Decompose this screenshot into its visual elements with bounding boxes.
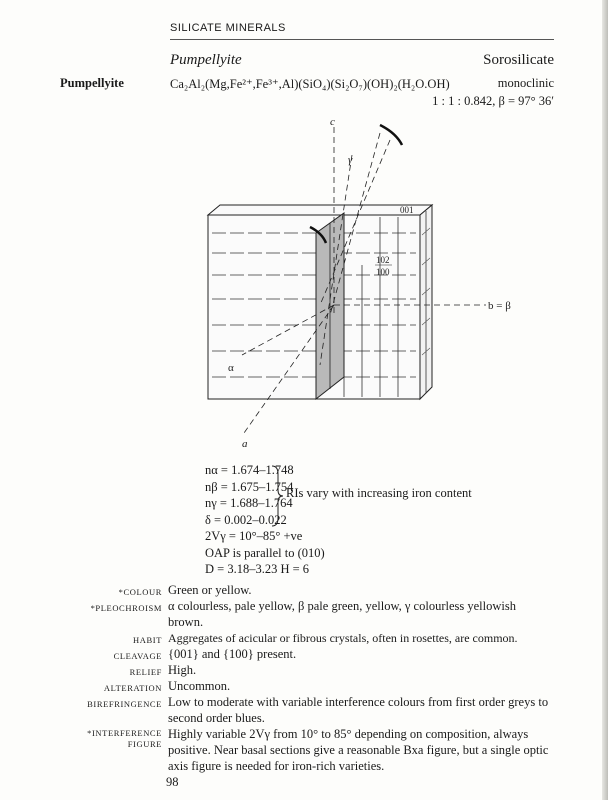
- label-gamma: γ: [348, 154, 353, 166]
- section-key: *COLOUR: [118, 587, 162, 597]
- section-value: Green or yellow.: [168, 583, 252, 597]
- section-value: Highly variable 2Vγ from 10° to 85° depending on composition, always positive. Near basal sections give a reasonable Bxa figure, but a single optic axis figure is needed for iron-rich varieties.: [168, 727, 549, 773]
- section-value: Low to moderate with variable interference colours from first order greys to second order blues.: [168, 695, 549, 725]
- label-001: 001: [400, 205, 414, 215]
- density-hardness: D = 3.18–3.23 H = 6: [205, 562, 310, 576]
- page-number: 98: [166, 775, 179, 789]
- mineral-name-italic: Pumpellyite: [170, 52, 242, 68]
- optical-properties: [205, 462, 325, 578]
- n-alpha: nα = 1.674–1.748: [205, 463, 294, 477]
- section-key: CLEAVAGE: [113, 651, 162, 661]
- section-value: Aggregates of acicular or fibrous crystals, often in rosettes, are common.: [168, 631, 518, 645]
- label-c: c: [330, 116, 335, 128]
- section-key: *INTERFERENCE FIGURE: [87, 728, 162, 749]
- oap: OAP is parallel to (010): [205, 545, 325, 560]
- chemical-formula: Ca₂Al₂(Mg,Fe²⁺,Fe³⁺,Al)(SiO₄)(Si₂O₇)(OH)₂(H₂O.OH): [170, 77, 450, 91]
- section-key: HABIT: [133, 635, 162, 645]
- section-value: α colourless, pale yellow, β pale green, yellow, γ colourless yellowish brown.: [168, 599, 516, 629]
- optic-arc-top: [380, 125, 402, 145]
- two-v: 2Vγ = 10°–85° +ve: [205, 529, 303, 543]
- formula-label: Pumpellyite: [60, 76, 124, 90]
- header-rule: [170, 39, 554, 40]
- label-102: 102: [376, 255, 390, 265]
- crystal-diagram: [140, 115, 540, 460]
- n-gamma: nγ = 1.688–1.764: [205, 496, 293, 510]
- label-alpha: α: [228, 362, 234, 374]
- classification: Sorosilicate: [483, 52, 554, 68]
- page-edge-shadow: [602, 0, 608, 800]
- section-value: High.: [168, 663, 197, 677]
- section-key: RELIEF: [129, 667, 162, 677]
- ri-note: RIs vary with increasing iron content: [286, 486, 472, 500]
- crystal-system: monoclinic: [497, 76, 554, 90]
- label-a: a: [242, 438, 248, 450]
- section-value: Uncommon.: [168, 679, 231, 693]
- section-key: *PLEOCHROISM: [90, 603, 162, 613]
- title-line: [170, 52, 554, 69]
- running-head: SILICATE MINERALS: [170, 22, 286, 34]
- label-b: b = β: [488, 300, 511, 312]
- birefringence-delta: δ = 0.002–0.022: [205, 512, 287, 527]
- n-beta: nβ = 1.675–1.754: [205, 479, 294, 494]
- brace-icon: [270, 464, 284, 528]
- crystal-front-face: [208, 215, 420, 399]
- section-key: BIREFRINGENCE: [87, 699, 162, 709]
- crystal-top-face: [208, 205, 432, 215]
- label-100: 100: [376, 267, 390, 277]
- section-key: ALTERATION: [103, 683, 162, 693]
- section-value: {001} and {100} present.: [168, 647, 297, 661]
- axial-ratio: 1 : 1 : 0.842, β = 97° 36′: [432, 94, 554, 108]
